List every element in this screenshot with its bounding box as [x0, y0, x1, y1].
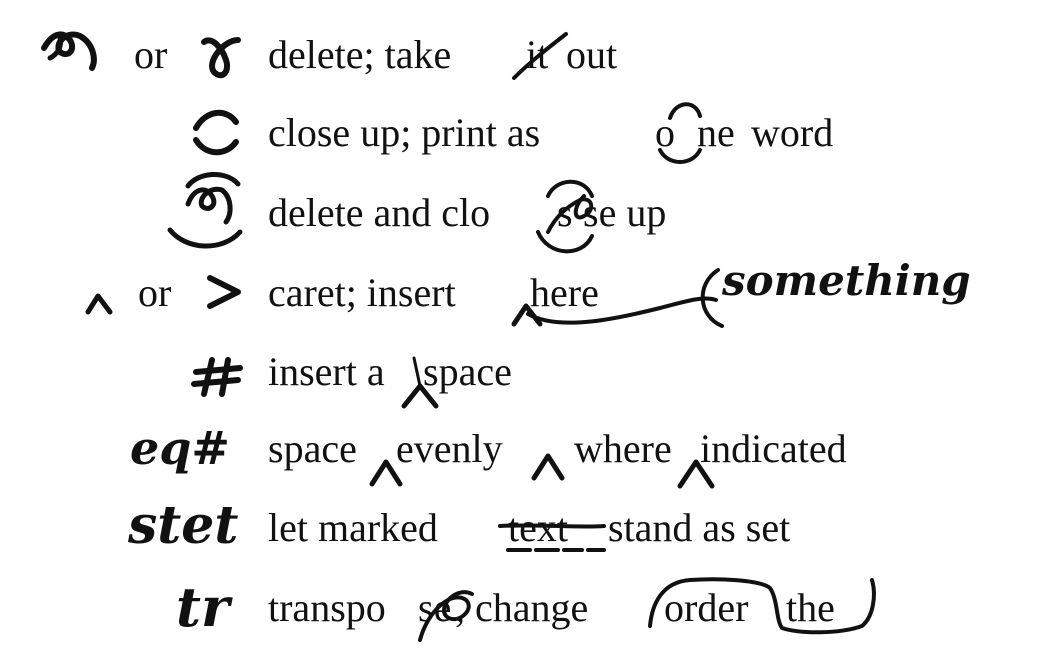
row2-desc-before: close up; print as: [268, 110, 551, 155]
row8-desc-comma-change: , change: [455, 585, 599, 630]
close-up-icon: [196, 113, 236, 152]
row6-desc-indicated: indicated: [700, 426, 847, 471]
row8-desc-the: the: [776, 585, 835, 630]
caret-icon: [88, 296, 110, 312]
row8-desc-order: order: [664, 585, 749, 630]
greater-than-icon: [210, 278, 238, 306]
row2-desc-after: word: [741, 110, 834, 155]
row1-or: or: [134, 32, 168, 77]
row3-desc-deleted: s: [557, 190, 573, 235]
row4-desc-after: here: [520, 270, 599, 315]
row4-insertion-text: something: [722, 256, 971, 305]
row4-desc-before: caret; insert: [268, 270, 456, 315]
row4-or: or: [138, 270, 172, 315]
row3-desc-before: delete and clo: [268, 190, 491, 235]
row8-desc-se: se: [418, 585, 452, 630]
row2-desc-o: o: [655, 110, 675, 155]
row7-desc-struck: text: [508, 505, 568, 550]
row7-desc-after: stand as set: [598, 505, 791, 550]
row1-desc-before: delete; take: [268, 32, 462, 77]
row1-desc-after: out: [556, 32, 618, 77]
row6-symbol: eq#: [130, 421, 230, 475]
row6-desc-where: where: [564, 426, 672, 471]
row1-desc-struck: it: [526, 32, 549, 77]
row2-desc-ne: ne: [697, 110, 735, 155]
insertion-paren: [703, 270, 722, 326]
space-divider: [414, 358, 420, 386]
row7-desc-before: let marked: [268, 505, 448, 550]
row8-desc-transpo: transpo: [268, 585, 386, 630]
delete-mark-alt-icon: [204, 40, 238, 75]
insert-space-icon: [194, 360, 240, 394]
row7-symbol: stet: [128, 495, 239, 556]
row8-symbol: tr: [176, 575, 230, 639]
row6-desc-space: space: [268, 426, 357, 471]
delete-close-up-icon: [170, 174, 240, 246]
row5-desc-after: space: [423, 349, 512, 394]
row5-desc-before: insert a: [268, 349, 385, 394]
even-caret-2: [534, 456, 562, 478]
row6-desc-evenly: evenly: [396, 426, 503, 471]
row3-desc-after: se up: [583, 190, 667, 235]
delete-mark-icon: [44, 34, 94, 68]
